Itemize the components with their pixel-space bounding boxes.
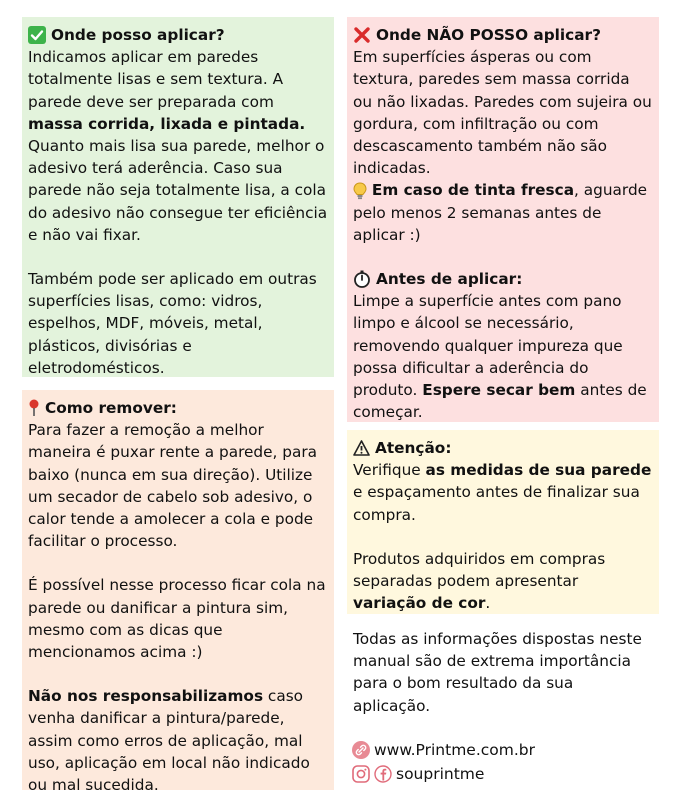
how-to-remove-title: Como remover:	[28, 397, 328, 419]
cross-mark-icon	[353, 26, 371, 44]
website-row	[352, 738, 535, 762]
how-to-remove-card	[22, 390, 334, 795]
where-to-apply-text: Indicamos aplicar em paredes totalmente lisas e sem textura. A parede deve ser preparada com massa corrida, lixada e pintada. Quanto mais lisa sua parede, melhor o adesivo terá aderência. Caso sua parede não seja totalmente lisa, a cola do adesivo não consegue ter eficiência e não vai fixar.	[28, 48, 328, 244]
instagram-icon[interactable]	[352, 765, 370, 783]
footer	[352, 738, 535, 786]
warning-icon	[353, 440, 370, 456]
check-mark-icon	[28, 26, 46, 44]
website-link[interactable]: www.Printme.com.br	[374, 741, 535, 759]
color-variation-text: Produtos adquiridos em compras separadas podem apresentar variação de cor.	[353, 549, 606, 613]
remove-instructions-text: Para fazer a remoção a melhor maneira é puxar rente a parede, para baixo (nunca em sua direção). Utilize um secador de cabelo sob adesivo, o calor tende a amolecer a cola e pode facilitar o processo.	[28, 421, 318, 551]
link-icon	[352, 741, 370, 759]
pushpin-icon	[28, 399, 40, 417]
before-applying-text: Limpe a superfície antes com pano limpo e álcool se necessário, removendo qualquer impureza que possa dificultar a aderência do produto. Espere secar bem antes de começar.	[353, 292, 647, 422]
light-bulb-icon	[353, 182, 367, 200]
other-surfaces-text: Também pode ser aplicado em outras superfícies lisas, como: vidros, espelhos, MDF, móveis, metal, plásticos, divisórias e eletrodomésticos.	[28, 270, 317, 377]
where-not-to-apply-title: Onde NÃO POSSO aplicar?	[353, 24, 653, 46]
social-handle[interactable]: souprintme	[396, 765, 485, 783]
info-note	[347, 621, 659, 721]
info-text: Todas as informações dispostas neste manual são de extrema importância para o bom resultado da sua aplicação.	[353, 630, 642, 715]
before-applying-title: Antes de aplicar:	[353, 268, 653, 290]
stopwatch-icon	[353, 270, 371, 288]
social-row	[352, 762, 535, 786]
remove-warning-text: É possível nesse processo ficar cola na parede ou danificar a pintura sim, mesmo com as dicas que mencionamos acima :)	[28, 576, 326, 662]
where-to-apply-card	[22, 17, 334, 377]
facebook-icon[interactable]	[374, 765, 392, 783]
where-to-apply-title: Onde posso aplicar?	[28, 24, 328, 46]
where-not-to-apply-text: Em superfícies ásperas ou com textura, paredes sem massa corrida ou não lixadas. Paredes com sujeira ou gordura, com infiltração ou com descascamento também não são indicadas.	[353, 48, 652, 178]
where-not-to-apply-card	[347, 17, 659, 422]
disclaimer-text: Não nos responsabilizamos caso venha danificar a pintura/parede, assim como erros de aplicação, mal uso, aplicação em local não indicado ou mal sucedida.	[28, 687, 310, 795]
attention-card	[347, 430, 659, 614]
attention-title: Atenção:	[353, 437, 653, 459]
attention-measure-text: Verifique as medidas de sua parede e espaçamento antes de finalizar sua compra.	[353, 461, 652, 524]
fresh-paint-tip: Em caso de tinta fresca, aguarde pelo menos 2 semanas antes de aplicar :)	[353, 181, 648, 244]
